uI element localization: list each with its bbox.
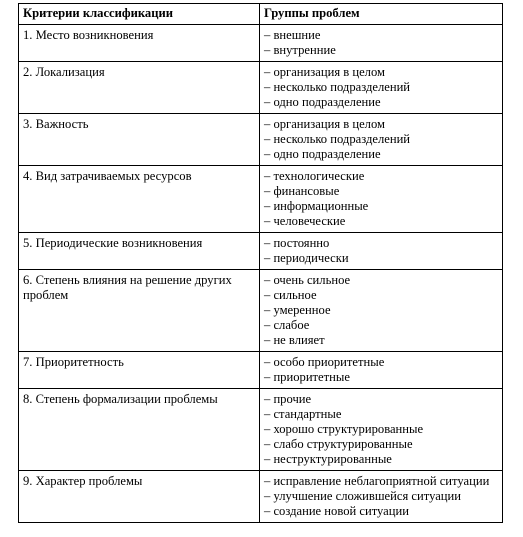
header-groups: Группы проблем [260,4,503,25]
groups-cell [260,270,503,352]
table-row [19,233,503,270]
group-item: – несколько подразделений [264,132,411,146]
group-item: – сильное [264,288,317,302]
criterion-cell: 1. Место возникновения [19,25,260,62]
table-row [19,471,503,523]
group-item: – очень сильное [264,273,351,287]
classification-table [18,3,503,523]
group-item: – приоритетные [264,370,350,384]
group-item: – слабо структурированные [264,437,413,451]
groups-cell [260,233,503,270]
criterion-cell: 7. Приоритетность [19,352,260,389]
group-item: – информационные [264,199,369,213]
table-row [19,62,503,114]
group-item: – технологические [264,169,365,183]
classification-table-container [18,3,502,523]
group-item: – стандартные [264,407,342,421]
group-item: – улучшение сложившейся ситуации [264,489,462,503]
groups-cell [260,62,503,114]
table-row [19,389,503,471]
group-item: – неструктурированные [264,452,392,466]
table-row [19,352,503,389]
table-row [19,114,503,166]
group-item: – организация в целом [264,65,385,79]
group-item: – внутренние [264,43,336,57]
criterion-cell: 9. Характер проблемы [19,471,260,523]
table-row [19,166,503,233]
criterion-cell: 4. Вид затрачиваемых ресурсов [19,166,260,233]
group-item: – создание новой ситуации [264,504,409,518]
group-item: – прочие [264,392,312,406]
group-item: – финансовые [264,184,340,198]
table-row [19,25,503,62]
group-item: – периодически [264,251,349,265]
group-item: – исправление неблагоприятной ситуации [264,474,490,488]
group-item: – внешние [264,28,321,42]
group-item: – несколько подразделений [264,80,411,94]
group-item: – умеренное [264,303,331,317]
criterion-cell: 2. Локализация [19,62,260,114]
group-item: – особо приоритетные [264,355,385,369]
criterion-cell: 6. Степень влияния на решение других проблем [19,270,260,352]
header-criteria: Критерии классификации [19,4,260,25]
criterion-cell: 3. Важность [19,114,260,166]
groups-cell [260,389,503,471]
group-item: – не влияет [264,333,325,347]
criterion-cell: 5. Периодические возникновения [19,233,260,270]
group-item: – постоянно [264,236,330,250]
groups-cell [260,114,503,166]
groups-cell [260,471,503,523]
table-row [19,270,503,352]
group-item: – человеческие [264,214,346,228]
group-item: – одно подразделение [264,95,381,109]
group-item: – одно подразделение [264,147,381,161]
group-item: – хорошо структурированные [264,422,424,436]
group-item: – слабое [264,318,310,332]
group-item: – организация в целом [264,117,385,131]
table-body [19,25,503,523]
groups-cell [260,166,503,233]
groups-cell [260,352,503,389]
groups-cell [260,25,503,62]
criterion-cell: 8. Степень формализации проблемы [19,389,260,471]
table-header-row [19,4,503,25]
